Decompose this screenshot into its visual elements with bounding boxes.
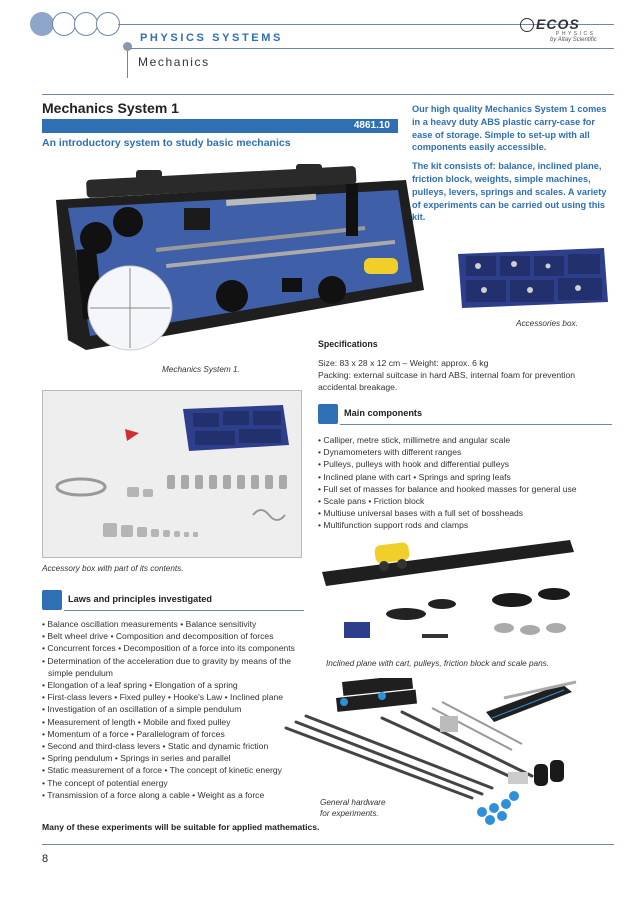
laws-note: Many of these experiments will be suitable for applied mathematics. <box>42 822 320 832</box>
list-item: • First-class levers • Fixed pulley • Hooke's Law • Inclined plane <box>42 691 304 703</box>
subsection-title: Mechanics <box>138 55 210 69</box>
laws-heading <box>42 590 304 612</box>
list-item: • Second and third-class levers • Static and dynamic friction <box>42 740 304 752</box>
list-item: • Multiuse universal bases with a full set of bossheads <box>318 507 612 519</box>
list-item: • The concept of potential energy <box>42 777 304 789</box>
laws-list <box>42 618 304 801</box>
wrench-icon <box>318 404 338 424</box>
list-item: • Calliper, metre stick, millimetre and angular scale <box>318 434 612 446</box>
list-item: • Momentum of a force • Parallelogram of forces <box>42 728 304 740</box>
accessory-contents-image <box>42 390 302 558</box>
product-subtitle: An introductory system to study basic mechanics <box>42 137 291 149</box>
laws-title: Laws and principles investigated <box>68 594 212 604</box>
list-item: • Pulleys, pulleys with hook and differential pulleys <box>318 458 612 470</box>
spec-packing: Packing: external suitcase in hard ABS, internal foam for prevention accidental breakage. <box>318 370 575 393</box>
case-image <box>46 160 430 360</box>
list-item: • Static measurement of a force • The concept of kinetic energy <box>42 764 304 776</box>
section-rule <box>64 610 304 611</box>
inclined-plane-illustration <box>318 538 580 654</box>
section-rule <box>42 94 614 95</box>
page-number: 8 <box>42 853 49 865</box>
list-item: • Elongation of a leaf spring • Elongation of a spring <box>42 679 304 691</box>
header-rule <box>130 48 614 49</box>
case-caption: Mechanics System 1. <box>162 365 240 374</box>
logo-mark-icon <box>520 18 534 32</box>
circle-icon <box>30 12 54 36</box>
main-components-heading <box>318 404 612 426</box>
list-item: • Transmission of a force along a cable • Weight as a force <box>42 789 304 801</box>
list-item: • Determination of the acceleration due to gravity by means of the simple pendulum <box>42 655 304 679</box>
list-item: • Scale pans • Friction block <box>318 495 612 507</box>
hardware-caption <box>320 797 386 819</box>
list-item: • Multifunction support rods and clamps <box>318 519 612 531</box>
header-dot <box>123 42 132 51</box>
list-item: • Concurrent forces • Decomposition of a force into its components <box>42 642 304 654</box>
list-item: • Belt wheel drive • Composition and decomposition of forces <box>42 630 304 642</box>
circle-icon <box>52 12 76 36</box>
accessory-contents-illustration <box>43 391 302 558</box>
circle-icon <box>74 12 98 36</box>
product-title: Mechanics System 1 <box>42 100 179 116</box>
logo-tagline: PHYSICS <box>556 31 596 37</box>
section-title: PHYSICS SYSTEMS <box>140 32 283 44</box>
footer-rule <box>42 844 614 845</box>
list-item: • Full set of masses for balance and hooked masses for general use <box>318 483 612 495</box>
brand-logo <box>520 16 616 48</box>
accessories-box-caption: Accessories box. <box>516 319 578 328</box>
logo-by: by Altay Scientific <box>550 37 597 43</box>
section-rule <box>340 424 612 425</box>
product-code: 4861.10 <box>42 119 398 133</box>
carry-case-illustration <box>46 160 430 360</box>
list-item: • Dynamometers with different ranges <box>318 446 612 458</box>
specifications-title: Specifications <box>318 339 378 349</box>
intro-paragraph: Our high quality Mechanics System 1 comes in a heavy duty ABS plastic carry-case for ease of storage. Simple to set-up with all components easily accessible. <box>412 104 607 153</box>
list-item: • Balance oscillation measurements • Balance sensitivity <box>42 618 304 630</box>
hardware-caption-line: for experiments. <box>320 809 379 818</box>
inclined-plane-image <box>318 538 580 654</box>
intro-paragraph: The kit consists of: balance, inclined plane, friction block, weights, simple machines, pulleys, levers, springs and scales. A variety of experiments can be carried out using this kit. <box>412 161 607 223</box>
main-components-title: Main components <box>344 408 423 418</box>
list-item: • Inclined plane with cart • Springs and spring leafs <box>318 471 612 483</box>
main-components-list <box>318 434 612 532</box>
wrench-icon <box>42 590 62 610</box>
list-item: • Investigation of an oscillation of a simple pendulum <box>42 703 304 715</box>
accessories-box-image <box>454 246 610 310</box>
accessory-contents-caption: Accessory box with part of its contents. <box>42 564 184 573</box>
accessories-box-illustration <box>454 246 610 310</box>
list-item: • Measurement of length • Mobile and fixed pulley <box>42 716 304 728</box>
logo-name: ECOS <box>536 16 580 32</box>
circle-icon <box>96 12 120 36</box>
specifications-text <box>318 357 612 394</box>
inclined-plane-caption: Inclined plane with cart, pulleys, friction block and scale pans. <box>326 659 550 668</box>
spec-size: Size: 83 x 28 x 12 cm – Weight: approx. 6 kg <box>318 358 489 368</box>
intro-text <box>412 103 610 224</box>
list-item: • Spring pendulum • Springs in series and parallel <box>42 752 304 764</box>
hardware-caption-line: General hardware <box>320 798 386 807</box>
